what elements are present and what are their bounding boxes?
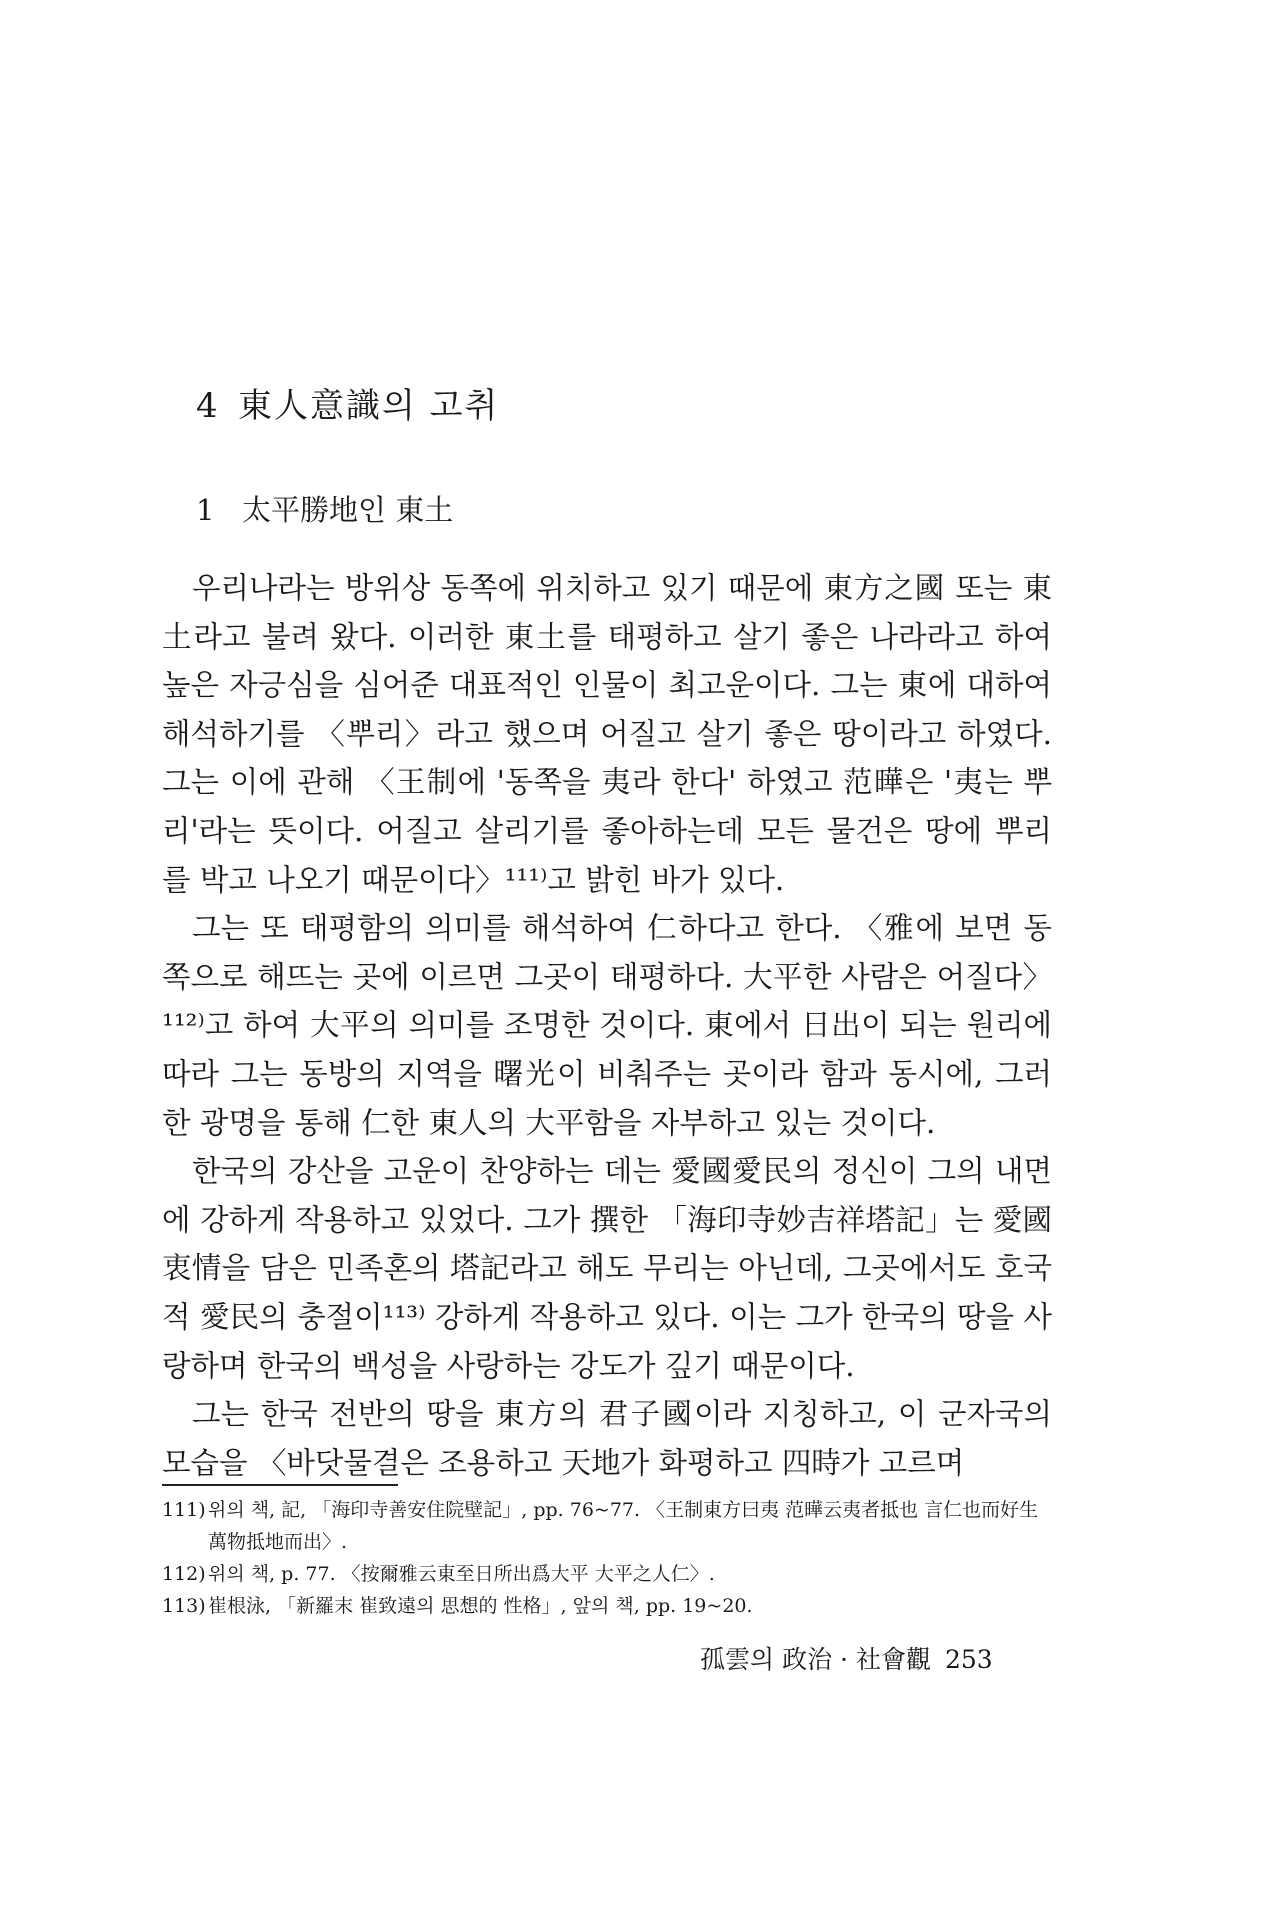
footnote-item — [162, 1494, 1052, 1558]
chapter-number: 4 — [196, 386, 220, 426]
footnote-number: 111) — [162, 1499, 206, 1521]
body-text — [162, 564, 1052, 1487]
section-number: 1 — [196, 493, 215, 527]
paragraph: 우리나라는 방위상 동쪽에 위치하고 있기 때문에 東方之國 또는 東土라고 불려 왔다. 이러한 東土를 태평하고 살기 좋은 나라라고 하여 높은 자긍심을 심어준 대표적인 인물이 최고운이다. 그는 東에 대하여 해석하기를 〈뿌리〉라고 했으며 어질고 살기 좋은 땅이라고 하였다. 그는 이에 관해 〈王制에 '동쪽을 夷라 한다' 하였고 范曄은 '夷는 뿌리'라는 뜻이다. 어질고 살리기를 좋아하는데 모든 물건은 땅에 뿌리를 박고 나오기 때문이다〉¹¹¹⁾고 밝힌 바가 있다. — [162, 571, 1052, 897]
footnote-item — [162, 1558, 1052, 1590]
running-footer — [700, 1640, 993, 1676]
footnotes — [162, 1494, 1052, 1622]
section-title-text: 太平勝地인 東土 — [242, 493, 454, 527]
paragraph: 한국의 강산을 고운이 찬양하는 데는 愛國愛民의 정신이 그의 내면에 강하게 작용하고 있었다. 그가 撰한 「海印寺妙吉祥塔記」는 愛國衷情을 담은 민족혼의 塔記라고 해도 무리는 아닌데, 그곳에서도 호국적 愛民의 충절이¹¹³⁾ 강하게 작용하고 있다. 이는 그가 한국의 땅을 사랑하며 한국의 백성을 사랑하는 강도가 깊기 때문이다. — [162, 1154, 1052, 1383]
running-title: 孤雲의 政治 · 社會觀 — [700, 1645, 931, 1674]
chapter-title-text: 東人意識의 고취 — [238, 386, 500, 426]
footnote-item — [162, 1590, 1052, 1622]
footnote-text: 위의 책, p. 77. 〈按爾雅云東至日所出爲大平 大平之人仁〉. — [208, 1563, 715, 1585]
section-heading — [196, 488, 453, 529]
footnote-divider — [162, 1484, 398, 1486]
page-number: 253 — [944, 1645, 993, 1674]
footnote-number: 112) — [162, 1563, 206, 1585]
chapter-heading — [196, 378, 499, 427]
footnote-text: 위의 책, 記, 「海印寺善安住院壁記」, pp. 76~77. 〈王制東方曰夷 范曄云夷者抵也 言仁也而好生 萬物抵地而出〉. — [208, 1499, 1039, 1553]
paragraph: 그는 한국 전반의 땅을 東方의 君子國이라 지칭하고, 이 군자국의 모습을 〈바닷물결은 조용하고 天地가 화평하고 四時가 고르며 — [162, 1397, 1052, 1480]
footnote-number: 113) — [162, 1595, 206, 1617]
paragraph: 그는 또 태평함의 의미를 해석하여 仁하다고 한다. 〈雅에 보면 동쪽으로 해뜨는 곳에 이르면 그곳이 태평하다. 大平한 사람은 어질다〉¹¹²⁾고 하여 大平의 의미를 조명한 것이다. 東에서 日出이 되는 원리에 따라 그는 동방의 지역을 曙光이 비춰주는 곳이라 함과 동시에, 그러한 광명을 통해 仁한 東人의 大平함을 자부하고 있는 것이다. — [162, 911, 1052, 1140]
footnote-text: 崔根泳, 「新羅末 崔致遠의 思想的 性格」, 앞의 책, pp. 19~20. — [208, 1595, 753, 1617]
